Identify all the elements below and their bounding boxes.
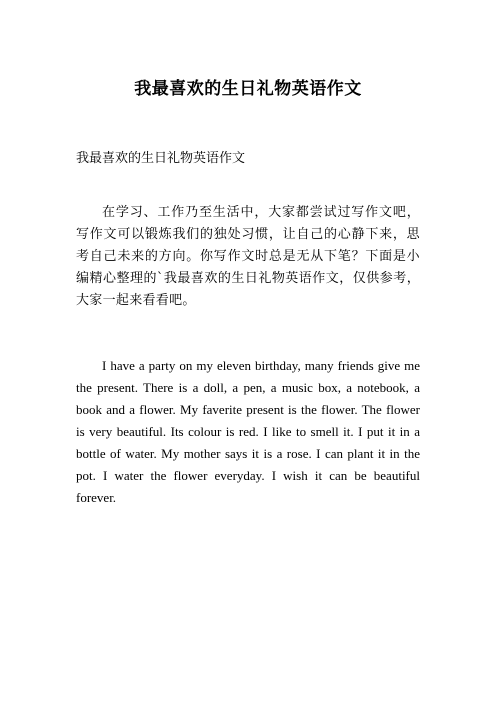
document-title: 我最喜欢的生日礼物英语作文 [134, 79, 362, 99]
essay-paragraph: I have a party on my eleven birthday, many friends give me the present. There is a doll, a pen, a music box, a notebook, a book and a flower. My faverite present is the flower. The flower is very beautiful. Its colour is red. I like to smell it. I put it in a bottle of water. My mother says it is a rose. I can plant it in the pot. I water the flower everyday. I wish it can be beautiful forever. [76, 358, 420, 505]
document-subtitle: 我最喜欢的生日礼物英语作文 [76, 151, 246, 166]
intro-paragraph: 在学习、工作乃至生活中，大家都尝试过写作文吧，写作文可以锻炼我们的独处习惯，让自己的心静下来，思考自己未来的方向。你写作文时总是无从下笔？下面是小编精心整理的`我最喜欢的生日礼物英语作文，仅供参考，大家一起来看看吧。 [76, 205, 420, 308]
